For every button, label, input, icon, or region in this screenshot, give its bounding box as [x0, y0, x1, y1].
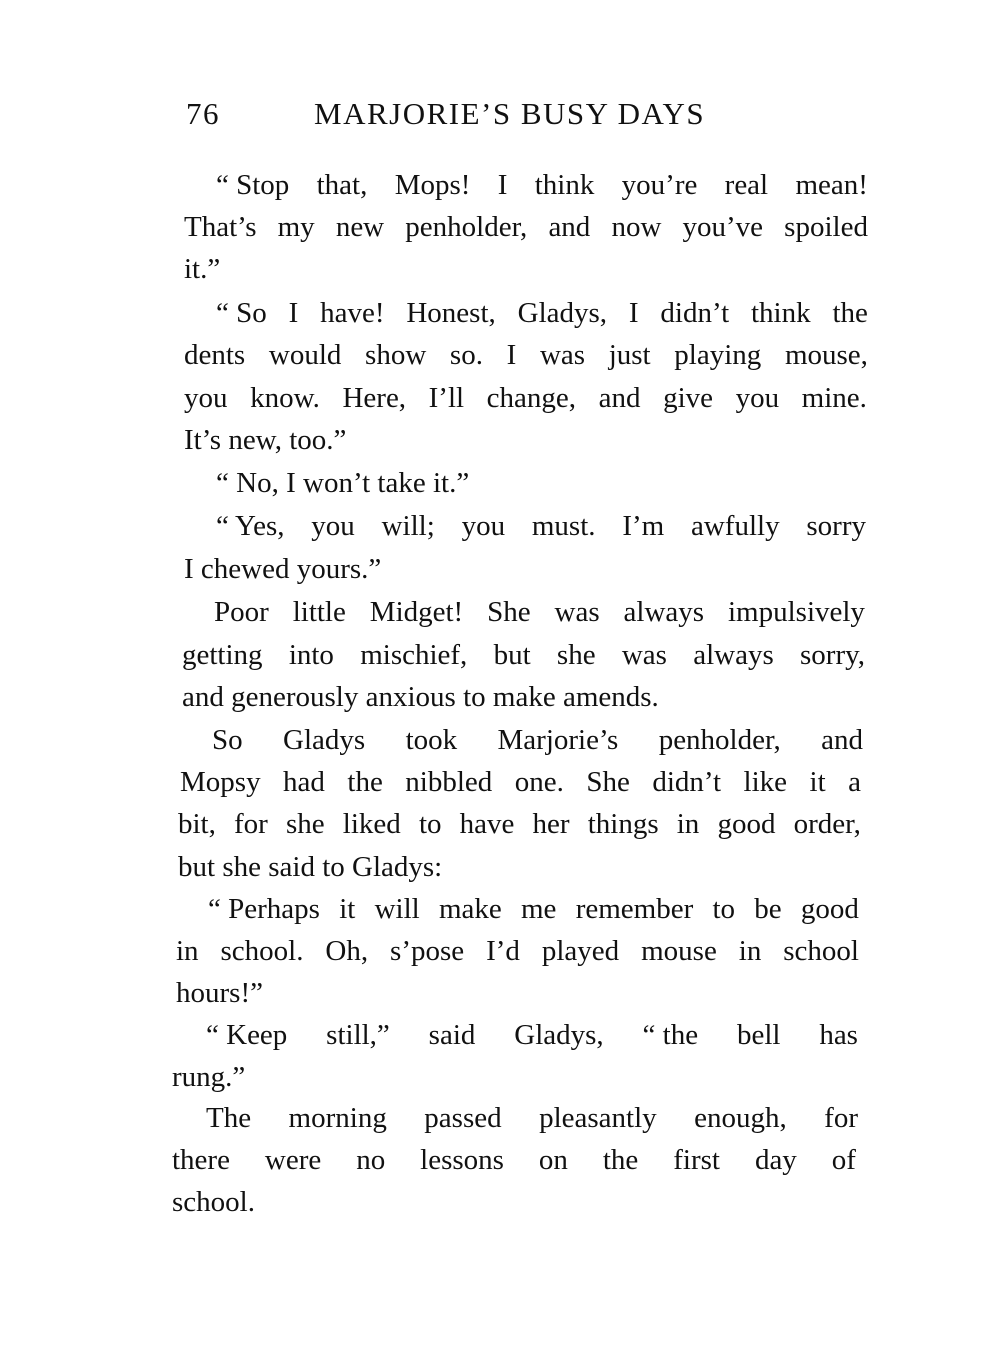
word: didn’t [660, 297, 730, 329]
word: school [783, 935, 859, 967]
word: but [493, 639, 531, 671]
word: make [492, 681, 556, 713]
text-line [184, 550, 381, 588]
word: it.” [184, 253, 221, 285]
word: just [608, 339, 651, 371]
word: a [848, 766, 861, 798]
word: too.” [289, 424, 347, 456]
word: “ Yes, [216, 510, 285, 542]
text-line [208, 890, 859, 928]
word: school. [172, 1186, 255, 1218]
word: bit, [178, 808, 216, 840]
word: will [374, 893, 420, 925]
word: I [286, 467, 296, 499]
word: played [541, 935, 620, 967]
word: s’pose [390, 935, 465, 967]
word: mouse [641, 935, 717, 967]
word: that, [316, 169, 368, 201]
word: mouse, [784, 339, 868, 371]
text-line [216, 294, 868, 332]
word: getting [182, 639, 263, 671]
word: yours.” [296, 553, 382, 585]
word: in [676, 808, 700, 840]
text-line [184, 208, 868, 246]
word: generously [231, 681, 359, 713]
word: has [819, 1019, 858, 1051]
word: “ So [216, 297, 267, 329]
word: my [277, 211, 315, 243]
word: Poor [214, 596, 269, 628]
text-line [184, 336, 868, 374]
word: Mopsy [180, 766, 261, 798]
word: there [172, 1144, 230, 1176]
word: I’m [622, 510, 665, 542]
word: I [628, 297, 639, 329]
word: She [586, 766, 630, 798]
word: I’ll [428, 382, 465, 414]
word: in [738, 935, 762, 967]
word: must. [531, 510, 596, 542]
word: and [598, 382, 641, 414]
word: it [809, 766, 826, 798]
text-line [178, 848, 442, 886]
word: anxious [365, 681, 456, 713]
word: liked [342, 808, 401, 840]
word: hours!” [176, 977, 263, 1009]
text-line [216, 464, 469, 502]
running-head [186, 96, 746, 146]
text-line [184, 421, 346, 459]
word: the [347, 766, 383, 798]
word: the [602, 1144, 639, 1176]
word: but [178, 851, 216, 883]
text-line [216, 166, 868, 204]
word: change, [486, 382, 577, 414]
word: the [832, 297, 868, 329]
running-head-title: MARJORIE’S BUSY DAYS [314, 96, 706, 131]
word: rung.” [172, 1061, 246, 1093]
word: her [532, 808, 570, 840]
text-line [214, 593, 865, 631]
word: nibbled [405, 766, 493, 798]
word: so. [449, 339, 483, 371]
word: mischief, [360, 639, 468, 671]
word: good [717, 808, 776, 840]
word: impulsively [727, 596, 865, 628]
word: it [339, 893, 356, 925]
word: lessons [420, 1144, 504, 1176]
text-line [212, 721, 863, 759]
word: no [356, 1144, 386, 1176]
word: “ Perhaps [208, 893, 320, 925]
word: have! [320, 297, 385, 329]
word: know. [250, 382, 320, 414]
word: to [418, 808, 442, 840]
word: make [438, 893, 502, 925]
text-line [176, 974, 263, 1012]
text-line [172, 1058, 245, 1096]
word: Midget! [369, 596, 464, 628]
text-line [182, 678, 659, 716]
word: you [311, 510, 355, 542]
word: bell [736, 1019, 781, 1051]
text-line [180, 763, 861, 801]
word: new [335, 211, 385, 243]
word: in [176, 935, 199, 967]
word: to [712, 893, 736, 925]
word: Mops! [394, 169, 471, 201]
word: “ the [642, 1019, 699, 1051]
word: day [754, 1144, 797, 1176]
word: still,” [326, 1019, 390, 1051]
word: to [463, 681, 486, 713]
word: to [322, 851, 345, 883]
word: The [206, 1102, 252, 1134]
word: pleasantly [539, 1102, 657, 1134]
word: penholder, [658, 724, 781, 756]
word: good [800, 893, 859, 925]
text-line [206, 1016, 858, 1054]
word: will; [381, 510, 435, 542]
word: won’t [303, 467, 371, 499]
word: mine. [801, 382, 867, 414]
word: “ No, [216, 467, 279, 499]
word: awfully [690, 510, 780, 542]
word: So [212, 724, 243, 756]
word: dents [184, 339, 246, 371]
word: first [673, 1144, 720, 1176]
word: now [611, 211, 662, 243]
word: She [487, 596, 531, 628]
word: sorry [806, 510, 866, 542]
word: said [428, 1019, 476, 1051]
word: Here, [342, 382, 407, 414]
word: had [283, 766, 325, 798]
word: for [234, 808, 268, 840]
page-number: 76 [186, 96, 220, 131]
word: playing [674, 339, 762, 371]
word: into [288, 639, 334, 671]
word: one. [514, 766, 564, 798]
word: spoiled [784, 211, 868, 243]
word: was [621, 639, 667, 671]
word: It’s [184, 424, 222, 456]
word: take [377, 467, 426, 499]
word: it.” [432, 467, 470, 499]
text-line [184, 379, 867, 417]
word: Honest, [406, 297, 496, 329]
word: on [538, 1144, 568, 1176]
word: remember [575, 893, 694, 925]
text-line [172, 1141, 856, 1179]
word: give [663, 382, 713, 414]
word: were [264, 1144, 322, 1176]
word: mean! [795, 169, 868, 201]
word: morning [288, 1102, 387, 1134]
word: sorry, [800, 639, 865, 671]
word: said [268, 851, 315, 883]
word: was [554, 596, 600, 628]
word: penholder, [405, 211, 528, 243]
text-line [178, 805, 861, 843]
word: Gladys, [517, 297, 608, 329]
word: show [365, 339, 427, 371]
word: I [497, 169, 508, 201]
word: new, [228, 424, 282, 456]
word: Gladys, [514, 1019, 604, 1051]
text-line [216, 507, 866, 545]
word: I [506, 339, 517, 371]
word: always [693, 639, 774, 671]
word: I [288, 297, 299, 329]
word: took [405, 724, 458, 756]
text-line [172, 1183, 255, 1221]
word: of [831, 1144, 856, 1176]
word: little [292, 596, 346, 628]
word: and [821, 724, 863, 756]
word: you’ve [682, 211, 764, 243]
text-line [206, 1099, 858, 1137]
word: amends. [562, 681, 659, 713]
word: chewed [200, 553, 290, 585]
text-line [184, 250, 220, 288]
word: you [461, 510, 506, 542]
word: passed [424, 1102, 502, 1134]
word: Gladys: [352, 851, 443, 883]
word: she [556, 639, 596, 671]
word: school. [220, 935, 304, 967]
word: you’re [621, 169, 698, 201]
word: didn’t [652, 766, 722, 798]
word: “ Stop [216, 169, 290, 201]
word: me [521, 893, 557, 925]
word: order, [793, 808, 861, 840]
word: I’d [486, 935, 520, 967]
word: always [623, 596, 705, 628]
word: That’s [184, 211, 257, 243]
text-line [182, 636, 865, 674]
word: I [184, 553, 194, 585]
word: and [548, 211, 591, 243]
word: Marjorie’s [497, 724, 619, 756]
text-line [176, 932, 859, 970]
word: think [751, 297, 811, 329]
word: you [735, 382, 780, 414]
word: things [587, 808, 659, 840]
word: think [534, 169, 595, 201]
word: like [743, 766, 788, 798]
word: she [285, 808, 325, 840]
word: was [539, 339, 586, 371]
word: have [459, 808, 515, 840]
word: would [268, 339, 342, 371]
word: be [754, 893, 782, 925]
word: real [724, 169, 769, 201]
word: and [182, 681, 224, 713]
word: enough, [694, 1102, 787, 1134]
word: Oh, [325, 935, 369, 967]
word: “ Keep [206, 1019, 288, 1051]
word: Gladys [283, 724, 366, 756]
word: you [184, 382, 228, 414]
word: she [222, 851, 261, 883]
word: for [824, 1102, 858, 1134]
